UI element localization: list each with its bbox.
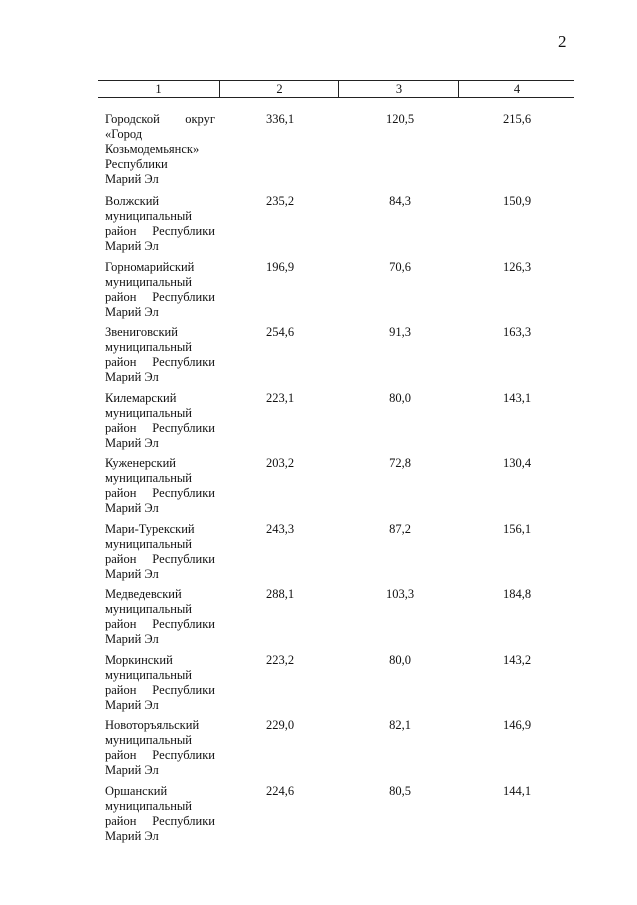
- header-cell-4: 4: [458, 81, 575, 97]
- region-name-line: Мари-Турекский: [105, 521, 195, 536]
- value-col-2: 243,3: [265, 521, 295, 536]
- page-number: 2: [558, 32, 567, 51]
- table-body: [0, 112, 637, 849]
- value-col-4: 184,8: [502, 587, 532, 601]
- table-row: [0, 522, 637, 588]
- region-name: [105, 653, 215, 713]
- region-name-line: Новоторъяльский: [105, 718, 200, 732]
- region-name-line: муниципальный: [105, 798, 192, 813]
- region-name-line: Марий Эл: [105, 172, 159, 186]
- value-col-3: 103,3: [385, 587, 415, 601]
- value-col-4: 146,9: [502, 718, 532, 732]
- table-row: [0, 587, 637, 653]
- region-name-line: Звениговский: [105, 325, 178, 339]
- table-row: [0, 653, 637, 719]
- header-cell-1: 1: [155, 82, 162, 96]
- value-col-4: 130,4: [502, 456, 532, 470]
- region-name-line: муниципальный: [105, 602, 192, 616]
- region-name-line: муниципальный: [105, 405, 192, 420]
- value-col-2: 224,6: [265, 783, 295, 798]
- region-name-line: Республики: [105, 157, 168, 171]
- region-name-line: муниципальный: [105, 536, 192, 551]
- value-col-4: 156,1: [502, 521, 532, 536]
- table-row: [0, 112, 637, 194]
- region-name-line: Марий Эл: [105, 435, 159, 450]
- value-col-4: 143,1: [502, 390, 532, 405]
- table-row: [0, 194, 637, 260]
- value-col-3: 120,5: [385, 112, 415, 126]
- value-col-4: 150,9: [502, 194, 532, 208]
- region-name-line: муниципальный: [105, 733, 192, 747]
- region-name: [105, 456, 215, 516]
- value-col-3: 84,3: [389, 194, 411, 208]
- value-col-3: 80,0: [389, 652, 411, 667]
- region-name-line: район Республики: [105, 813, 215, 828]
- region-name-line: Марий Эл: [105, 501, 159, 515]
- region-name-line: Козьмодемьянск»: [105, 142, 200, 156]
- region-name-line: район Республики: [105, 224, 215, 238]
- value-col-2: 235,2: [265, 194, 295, 208]
- value-col-2: 196,9: [265, 259, 295, 274]
- region-name-line: Медведевский: [105, 587, 182, 601]
- region-name-line: муниципальный: [105, 667, 192, 682]
- region-name-line: район Республики: [105, 748, 215, 762]
- header-cell-2: 2: [219, 81, 339, 97]
- value-col-2: 288,1: [265, 587, 295, 601]
- value-col-3: 72,8: [389, 456, 411, 470]
- region-name: [105, 718, 215, 778]
- value-col-2: 254,6: [265, 325, 295, 339]
- table-row: [0, 260, 637, 326]
- value-col-2: 223,2: [265, 652, 295, 667]
- region-name: [105, 784, 215, 844]
- table-row: [0, 456, 637, 522]
- value-col-4: 163,3: [502, 325, 532, 339]
- header-cell-3: 3: [338, 81, 459, 97]
- region-name-line: Куженерский: [105, 456, 176, 470]
- region-name-line: Марий Эл: [105, 632, 159, 646]
- value-col-4: 215,6: [502, 112, 532, 126]
- region-name: [105, 112, 215, 187]
- region-name-line: Городской округ: [105, 112, 215, 126]
- region-name-line: район Республики: [105, 355, 215, 369]
- region-name-line: район Республики: [105, 289, 215, 304]
- region-name-line: Моркинский: [105, 652, 173, 667]
- region-name-line: Оршанский: [105, 783, 168, 798]
- value-col-2: 203,2: [265, 456, 295, 470]
- region-name: [105, 587, 215, 647]
- table-row: [0, 325, 637, 391]
- region-name-line: муниципальный: [105, 471, 192, 485]
- region-name: [105, 260, 215, 320]
- value-col-3: 80,0: [389, 390, 411, 405]
- value-col-3: 87,2: [389, 521, 411, 536]
- region-name-line: Марий Эл: [105, 239, 159, 253]
- region-name: [105, 325, 215, 385]
- region-name-line: «Город: [105, 127, 143, 141]
- region-name-line: район Республики: [105, 486, 215, 500]
- region-name-line: Марий Эл: [105, 370, 159, 384]
- region-name-line: муниципальный: [105, 274, 192, 289]
- region-name-line: Марий Эл: [105, 697, 159, 712]
- region-name-line: Марий Эл: [105, 304, 159, 319]
- region-name-line: Килемарский: [105, 390, 177, 405]
- region-name-line: Марий Эл: [105, 566, 159, 581]
- value-col-4: 143,2: [502, 652, 532, 667]
- value-col-2: 229,0: [265, 718, 295, 732]
- table-row: [0, 784, 637, 850]
- region-name-line: Волжский: [105, 194, 160, 208]
- region-name-line: Марий Эл: [105, 828, 159, 843]
- value-col-2: 223,1: [265, 390, 295, 405]
- value-col-4: 126,3: [502, 259, 532, 274]
- value-col-3: 91,3: [389, 325, 411, 339]
- region-name: [105, 522, 215, 582]
- value-col-3: 82,1: [389, 718, 411, 732]
- region-name: [105, 391, 215, 451]
- region-name-line: муниципальный: [105, 209, 192, 223]
- value-col-3: 80,5: [389, 783, 411, 798]
- region-name-line: муниципальный: [105, 340, 192, 354]
- region-name-line: Горномарийский: [105, 259, 195, 274]
- region-name-line: район Республики: [105, 617, 215, 631]
- region-name-line: район Республики: [105, 420, 215, 435]
- table-header: [98, 80, 574, 98]
- value-col-2: 336,1: [265, 112, 295, 126]
- value-col-4: 144,1: [502, 783, 532, 798]
- region-name-line: район Республики: [105, 551, 215, 566]
- table-row: [0, 718, 637, 784]
- region-name: [105, 194, 215, 254]
- region-name-line: Марий Эл: [105, 763, 159, 777]
- region-name-line: район Республики: [105, 682, 215, 697]
- table-row: [0, 391, 637, 457]
- value-col-3: 70,6: [389, 259, 411, 274]
